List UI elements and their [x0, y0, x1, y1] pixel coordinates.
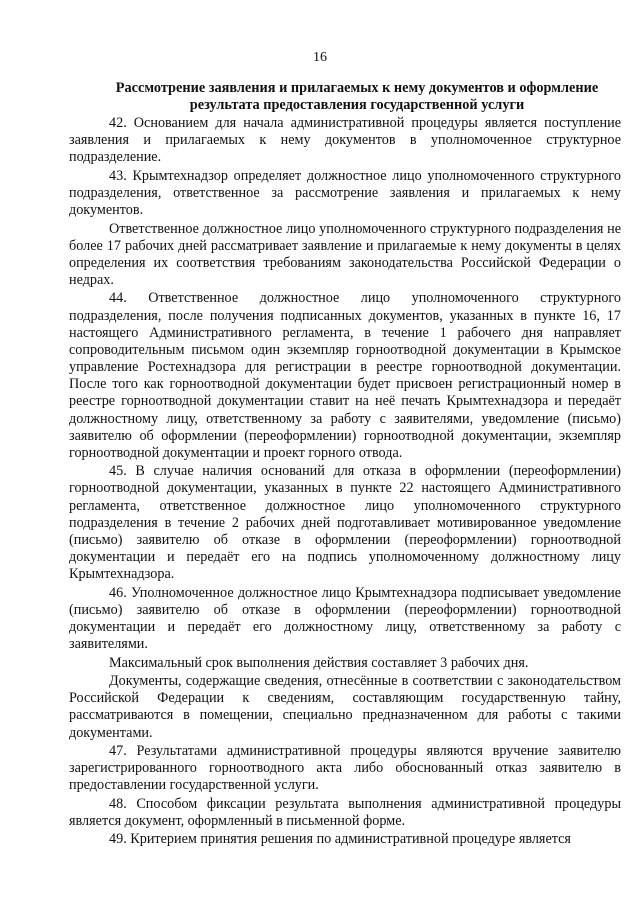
- paragraph-49: 49. Критерием принятия решения по административной процедуре является: [109, 831, 571, 848]
- paragraph-44: 44. Ответственное должностное лицо уполномоченного структурного подразделения, после получения подписанных документов, указанных в пункте 16, 17 настоящего Административного регламента, в течение 1 рабочего дня направляет сопроводительным письмом один экземпляр горноотводной документации в Крымское управление Ростехнадзора для регистрации в реестре горноотводной документации. После того как горноотводной документации будет присвоен регистрационный номер в реестре горноотводной документации ставит на неё печать Крымтехнадзора и передаёт должностному лицу, ответственному за работу с заявителями, уведомление (письмо) заявителю об оформлении (переоформлении) горноотводной документации, экземпляр горноотводной документации и проект горного отвода.: [69, 290, 621, 461]
- paragraph-43-continued: Ответственное должностное лицо уполномоченного структурного подразделения не более 17 рабочих дней рассматривает заявление и прилагаемые к нему документы в целях определения их соответствия требованиям законодательства Российской Федерации о недрах.: [69, 220, 621, 288]
- page-number: 16: [313, 50, 327, 65]
- section-heading: Рассмотрение заявления и прилагаемых к нему документов и оформление результата предоставления государственной услуги: [115, 80, 599, 113]
- paragraph-48: 48. Способом фиксации результата выполнения административной процедуры является документ, оформленный в письменной форме.: [69, 795, 621, 829]
- paragraph-47: 47. Результатами административной процедуры являются вручение заявителю зарегистрированного горноотводного акта либо обоснованный отказ заявителю в предоставлении государственной услуги.: [69, 743, 621, 794]
- paragraph-42: 42. Основанием для начала административной процедуры является поступление заявления и прилагаемых к нему документов в уполномоченное структурное подразделение.: [69, 115, 621, 166]
- paragraph-46-secrecy: Документы, содержащие сведения, отнесённые в соответствии с законодательством Российской Федерации к сведениям, составляющим государственную тайну, рассматриваются в помещении, специально предназначенном для работы с такими документами.: [69, 673, 621, 741]
- paragraph-46: 46. Уполномоченное должностное лицо Крымтехнадзора подписывает уведомление (письмо) заявителю об отказе в оформлении (переоформлении) горноотводной документации и передаёт его должностному лицу, ответственному за работу с заявителями.: [69, 584, 621, 653]
- paragraph-43: 43. Крымтехнадзор определяет должностное лицо уполномоченного структурного подразделения, ответственное за рассмотрение заявления и прилагаемых к нему документов.: [69, 167, 621, 219]
- body-text: [69, 115, 621, 850]
- paragraph-45: 45. В случае наличия оснований для отказа в оформлении (переоформлении) горноотводной документации, указанных в пункте 22 настоящего Административного регламента, ответственное должностное лицо уполномоченного структурного подразделения в течение 2 рабочих дней подготавливает мотивированное уведомление (письмо) заявителю об отказе в оформлении (переоформлении) горноотводной документации и передаёт его на подпись уполномоченному должностному лицу Крымтехнадзора.: [69, 463, 621, 583]
- paragraph-46-deadline: Максимальный срок выполнения действия составляет 3 рабочих дня.: [109, 654, 529, 671]
